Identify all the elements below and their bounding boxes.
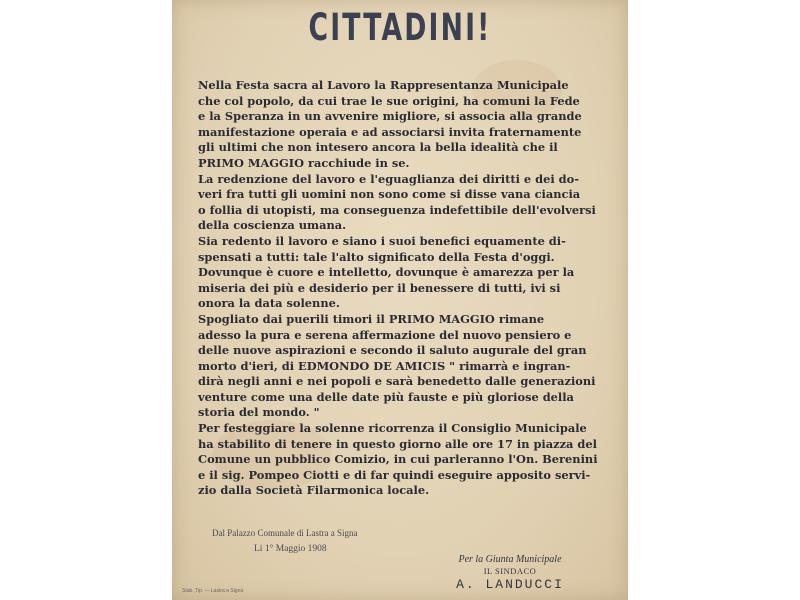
paragraph-line: storia del mondo. " xyxy=(198,405,320,420)
paragraph-line: gli ultimi che non intesero ancora la bella idealità che il xyxy=(198,140,558,155)
paragraph-line: Sia redento il lavoro e siano i suoi benefici equamente di- xyxy=(198,233,566,248)
paragraph-line: Per festeggiare la solenne ricorrenza il Consiglio Municipale xyxy=(198,421,587,436)
paragraph-line: veri fra tutti gli uomini non sono come si disse vana ciancia xyxy=(198,187,581,202)
paragraph-line: venture come una delle date più fauste e più gloriose della xyxy=(198,389,574,404)
paragraph-line: miseria dei più e desiderio per il benessere di tutti, ivi si xyxy=(198,280,561,295)
signature-role: IL SINDACO xyxy=(483,566,537,576)
poster-paragraph xyxy=(186,421,616,499)
poster-body xyxy=(186,78,616,499)
paragraph-line: adesso la pura e serena affermazione del nuovo pensiero e xyxy=(198,327,572,342)
issuing-place: Dal Palazzo Comunale di Lastra a Signa xyxy=(212,528,358,538)
paragraph-line: Dovunque è cuore e intelletto, dovunque è amarezza per la xyxy=(198,265,575,280)
paragraph-line: PRIMO MAGGIO racchiude in se. xyxy=(198,155,410,170)
poster-paragraph xyxy=(186,172,616,234)
poster-paragraph xyxy=(186,265,616,312)
issue-date: Li 1° Maggio 1908 xyxy=(254,544,327,554)
paragraph-line: Comune un pubblico Comizio, in cui parleranno l'On. Berenini xyxy=(198,452,598,467)
signature-for: Per la Giunta Municipale xyxy=(458,554,562,565)
paragraph-line: delle nuove aspirazioni e secondo il saluto augurale del gran xyxy=(198,343,587,358)
paragraph-line: La redenzione del lavoro e l'eguaglianza dei diritti e dei do- xyxy=(198,171,579,186)
poster-title: CITTADINI! xyxy=(308,6,492,49)
printer-note: Stab. Tip. — Lastra a Signa xyxy=(182,588,244,594)
poster xyxy=(172,0,628,600)
paragraph-line: manifestazione operaia e ad associarsi invita fraternamente xyxy=(198,124,582,139)
paragraph-line: dirà negli anni e nei popoli e sarà benedetto dalle generazioni xyxy=(198,374,596,389)
paragraph-line: Spogliato dai puerili timori il PRIMO MAGGIO rimane xyxy=(198,311,545,326)
paragraph-line: che col popolo, da cui trae le sue origini, ha comuni la Fede xyxy=(198,93,580,108)
paragraph-line: e il sig. Pompeo Ciotti e di far quindi eseguire apposito servi- xyxy=(198,467,591,482)
signature-block xyxy=(410,554,610,592)
paragraph-line: o follia di utopisti, ma conseguenza indefettibile dell'evolversi xyxy=(198,202,596,217)
poster-paragraph xyxy=(186,78,616,172)
paragraph-line: onora la data solenne. xyxy=(198,296,340,311)
paragraph-line: della coscienza umana. xyxy=(198,218,347,233)
paragraph-line: morto d'ieri, di EDMONDO DE AMICIS " rimarrà e ingran- xyxy=(198,358,571,373)
poster-paragraph xyxy=(186,234,616,265)
paragraph-line: spensati a tutti: tale l'alto significato della Festa d'oggi. xyxy=(198,249,555,264)
paragraph-line: zio dalla Società Filarmonica locale. xyxy=(198,483,430,498)
paragraph-line: e la Speranza in un avvenire migliore, si associa alla grande xyxy=(198,109,582,124)
paragraph-line: Nella Festa sacra al Lavoro la Rappresentanza Municipale xyxy=(198,78,569,92)
paragraph-line: ha stabilito di tenere in questo giorno alle ore 17 in piazza del xyxy=(198,436,597,451)
signature-name: A. LANDUCCI xyxy=(456,577,564,592)
poster-paragraph xyxy=(186,312,616,421)
